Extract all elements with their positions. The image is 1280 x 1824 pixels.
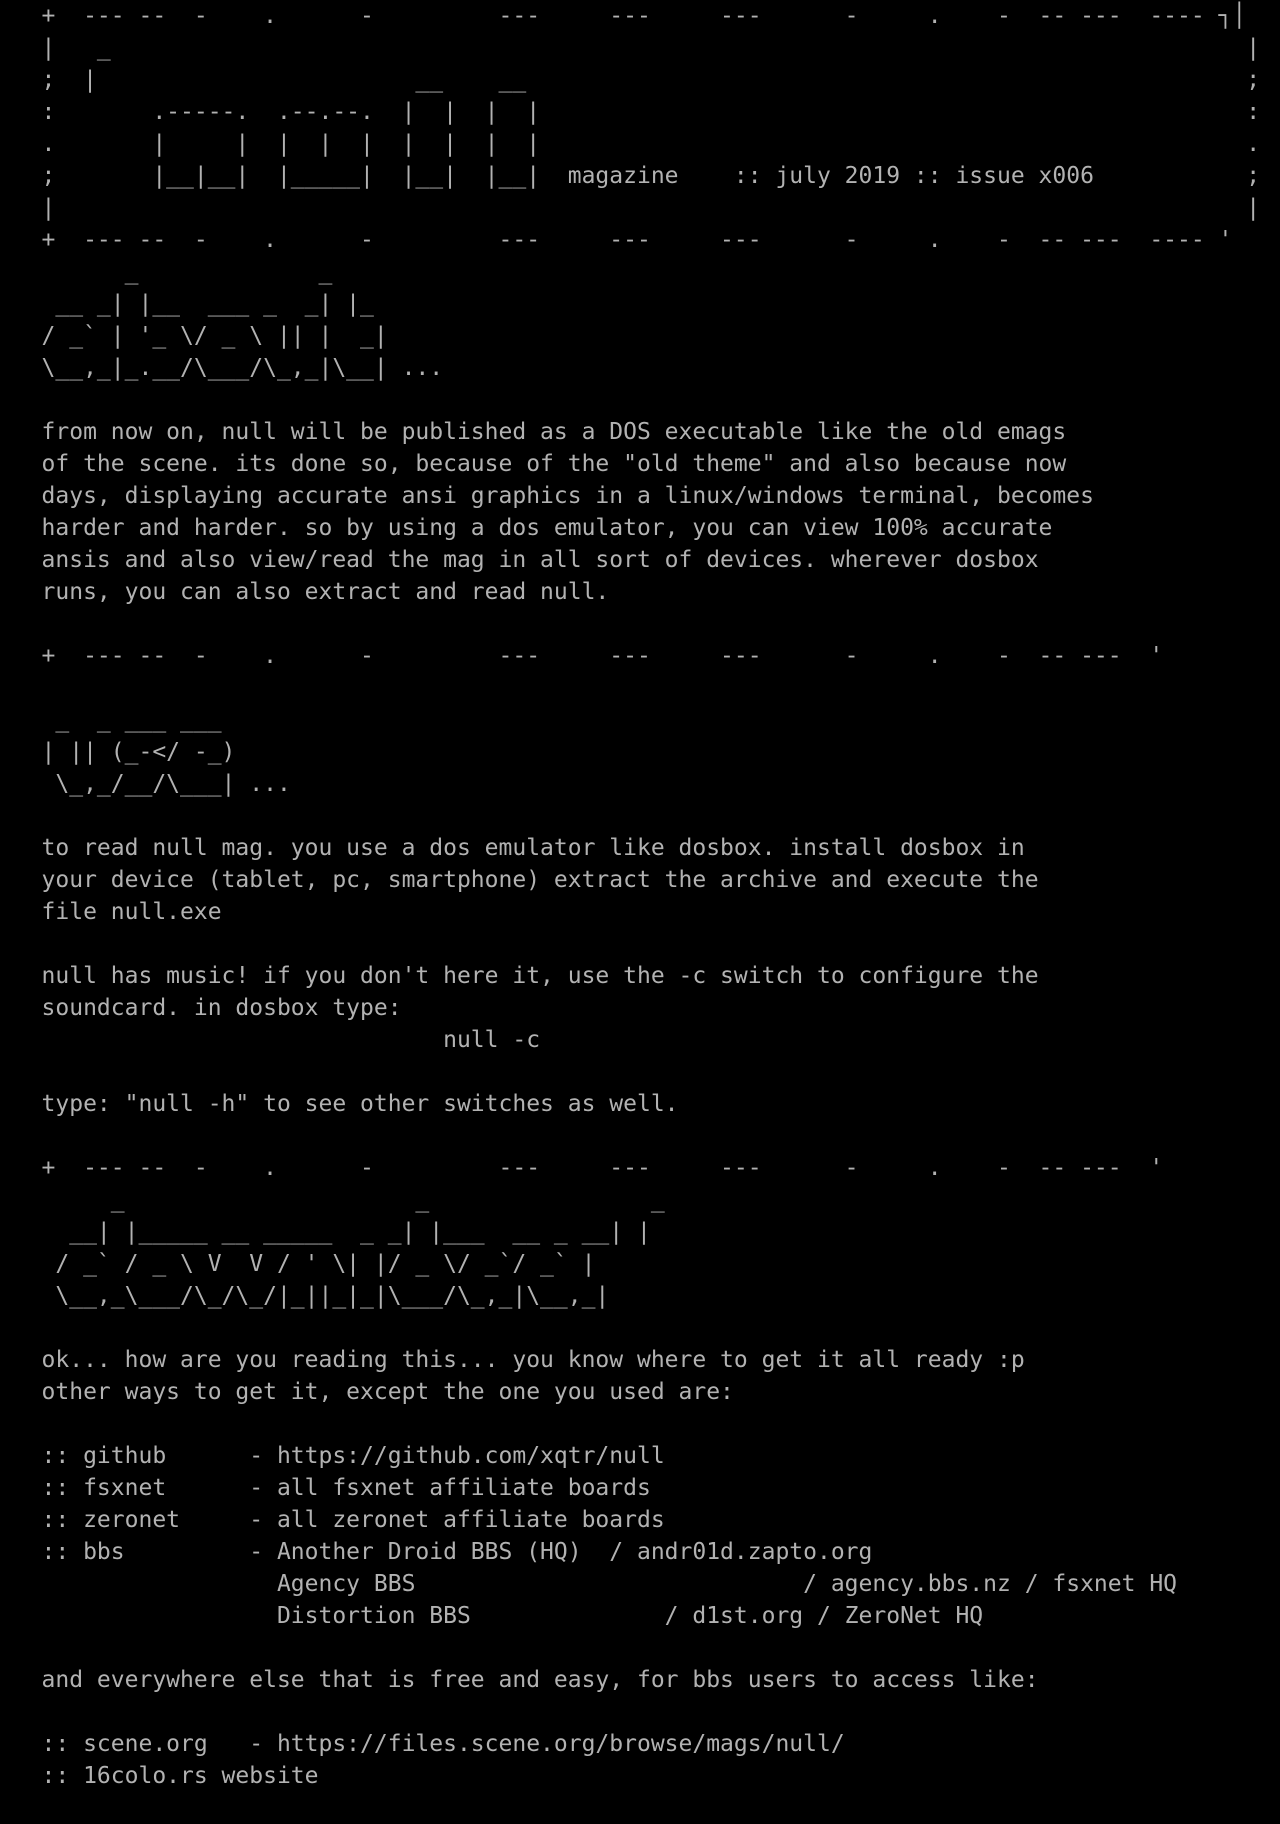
switches-help-line: type: "null -h" to see other switches as well. <box>0 1091 679 1117</box>
about-art-row-4: \__,_|_.__/\___/\_,_|\__| ... <box>0 355 444 381</box>
about-paragraph-line-4: harder and harder. so by using a dos emulator, you can view 100% accurate <box>0 515 1053 541</box>
about-art-row-3: / _` | '_ \/ _ \ || | _| <box>0 323 388 349</box>
download-art-row-2: __| |_____ __ _____ _ _| |___ __ _ __| | <box>0 1219 651 1245</box>
usage-paragraph-line-3: file null.exe <box>0 899 222 925</box>
about-art-row-2: __ _| |__ ___ _ _| |_ <box>0 291 374 317</box>
about-art-row-1: _ _ <box>0 259 333 285</box>
box-bottom-border: + --- -- - . - --- --- --- - . - -- --- ---- ' <box>0 227 1233 253</box>
blank <box>0 608 1280 640</box>
link-bbs-agency: Agency BBS / agency.bbs.nz / fsxnet HQ <box>0 1571 1178 1597</box>
blank <box>0 1120 1280 1152</box>
link-github: :: github - https://github.com/xqtr/null <box>0 1443 665 1469</box>
about-paragraph-line-5: ansis and also view/read the mag in all sort of devices. wherever dosbox <box>0 547 1039 573</box>
free-access-line: and everywhere else that is free and easy, for bbs users to access like: <box>0 1667 1039 1693</box>
usage-paragraph-line-1: to read null mag. you use a dos emulator like dosbox. install dosbox in <box>0 835 1025 861</box>
link-bbs: :: bbs - Another Droid BBS (HQ) / andr01d.zapto.org <box>0 1539 873 1565</box>
download-art-row-1: _ _ _ <box>0 1187 665 1213</box>
use-art-row-1: _ _ ___ ___ <box>0 707 222 733</box>
blank <box>0 1408 1280 1440</box>
use-art-row-2: | || (_-</ -_) <box>0 739 236 765</box>
music-paragraph-line-1: null has music! if you don't here it, use the -c switch to configure the <box>0 963 1039 989</box>
download-intro-line-1: ok... how are you reading this... you know where to get it all ready :p <box>0 1347 1025 1373</box>
blank <box>0 1792 1280 1824</box>
blank <box>0 800 1280 832</box>
link-zeronet: :: zeronet - all zeronet affiliate boards <box>0 1507 665 1533</box>
about-paragraph-line-2: of the scene. its done so, because of the "old theme" and also because now <box>0 451 1067 477</box>
logo-row-top: : .-----. .--.--. | | | | : <box>0 99 1261 125</box>
logo-row-middle: . | | | | | | | | | . <box>0 131 1261 157</box>
music-paragraph-line-2: soundcard. in dosbox type: <box>0 995 402 1021</box>
link-bbs-distortion: Distortion BBS / d1st.org / ZeroNet HQ <box>0 1603 984 1629</box>
download-art-row-4: \__,_\___/\_/\_/|_||_|_|\___/\_,_|\__,_| <box>0 1283 610 1309</box>
box-top-border: + --- -- - . - --- --- --- - . - -- --- ---- ┐│ <box>0 3 1247 29</box>
logo-and-issue-row: ; |__|__| |_____| |__| |__| magazine :: july 2019 :: issue x006 ; <box>0 163 1261 189</box>
header-box-row-2: ; | __ __ ; <box>0 67 1261 93</box>
blank <box>0 1632 1280 1664</box>
blank <box>0 672 1280 704</box>
blank <box>0 928 1280 960</box>
blank <box>0 1312 1280 1344</box>
download-intro-line-2: other ways to get it, except the one you used are: <box>0 1379 734 1405</box>
blank <box>0 1696 1280 1728</box>
section-divider: + --- -- - . - --- --- --- - . - -- --- ' <box>0 643 1164 669</box>
command-null-c: null -c <box>0 1027 541 1053</box>
link-scene-org: :: scene.org - https://files.scene.org/browse/mags/null/ <box>0 1731 845 1757</box>
usage-paragraph-line-2: your device (tablet, pc, smartphone) extract the archive and execute the <box>0 867 1039 893</box>
header-box-row-1: | _ | <box>0 35 1261 61</box>
blank <box>0 384 1280 416</box>
link-16colors: :: 16colo.rs website <box>0 1763 319 1789</box>
about-paragraph-line-3: days, displaying accurate ansi graphics in a linux/windows terminal, becomes <box>0 483 1094 509</box>
download-art-row-3: / _` / _ \ V V / ' \| |/ _ \/ _`/ _` | <box>0 1251 596 1277</box>
section-divider: + --- -- - . - --- --- --- - . - -- --- ' <box>0 1155 1164 1181</box>
about-paragraph-line-1: from now on, null will be published as a DOS executable like the old emags <box>0 419 1067 445</box>
header-box-row-3: | | <box>0 195 1261 221</box>
blank <box>0 1056 1280 1088</box>
use-art-row-3: \_,_/__/\___| ... <box>0 771 291 797</box>
about-paragraph-line-6: runs, you can also extract and read null. <box>0 579 610 605</box>
link-fsxnet: :: fsxnet - all fsxnet affiliate boards <box>0 1475 651 1501</box>
